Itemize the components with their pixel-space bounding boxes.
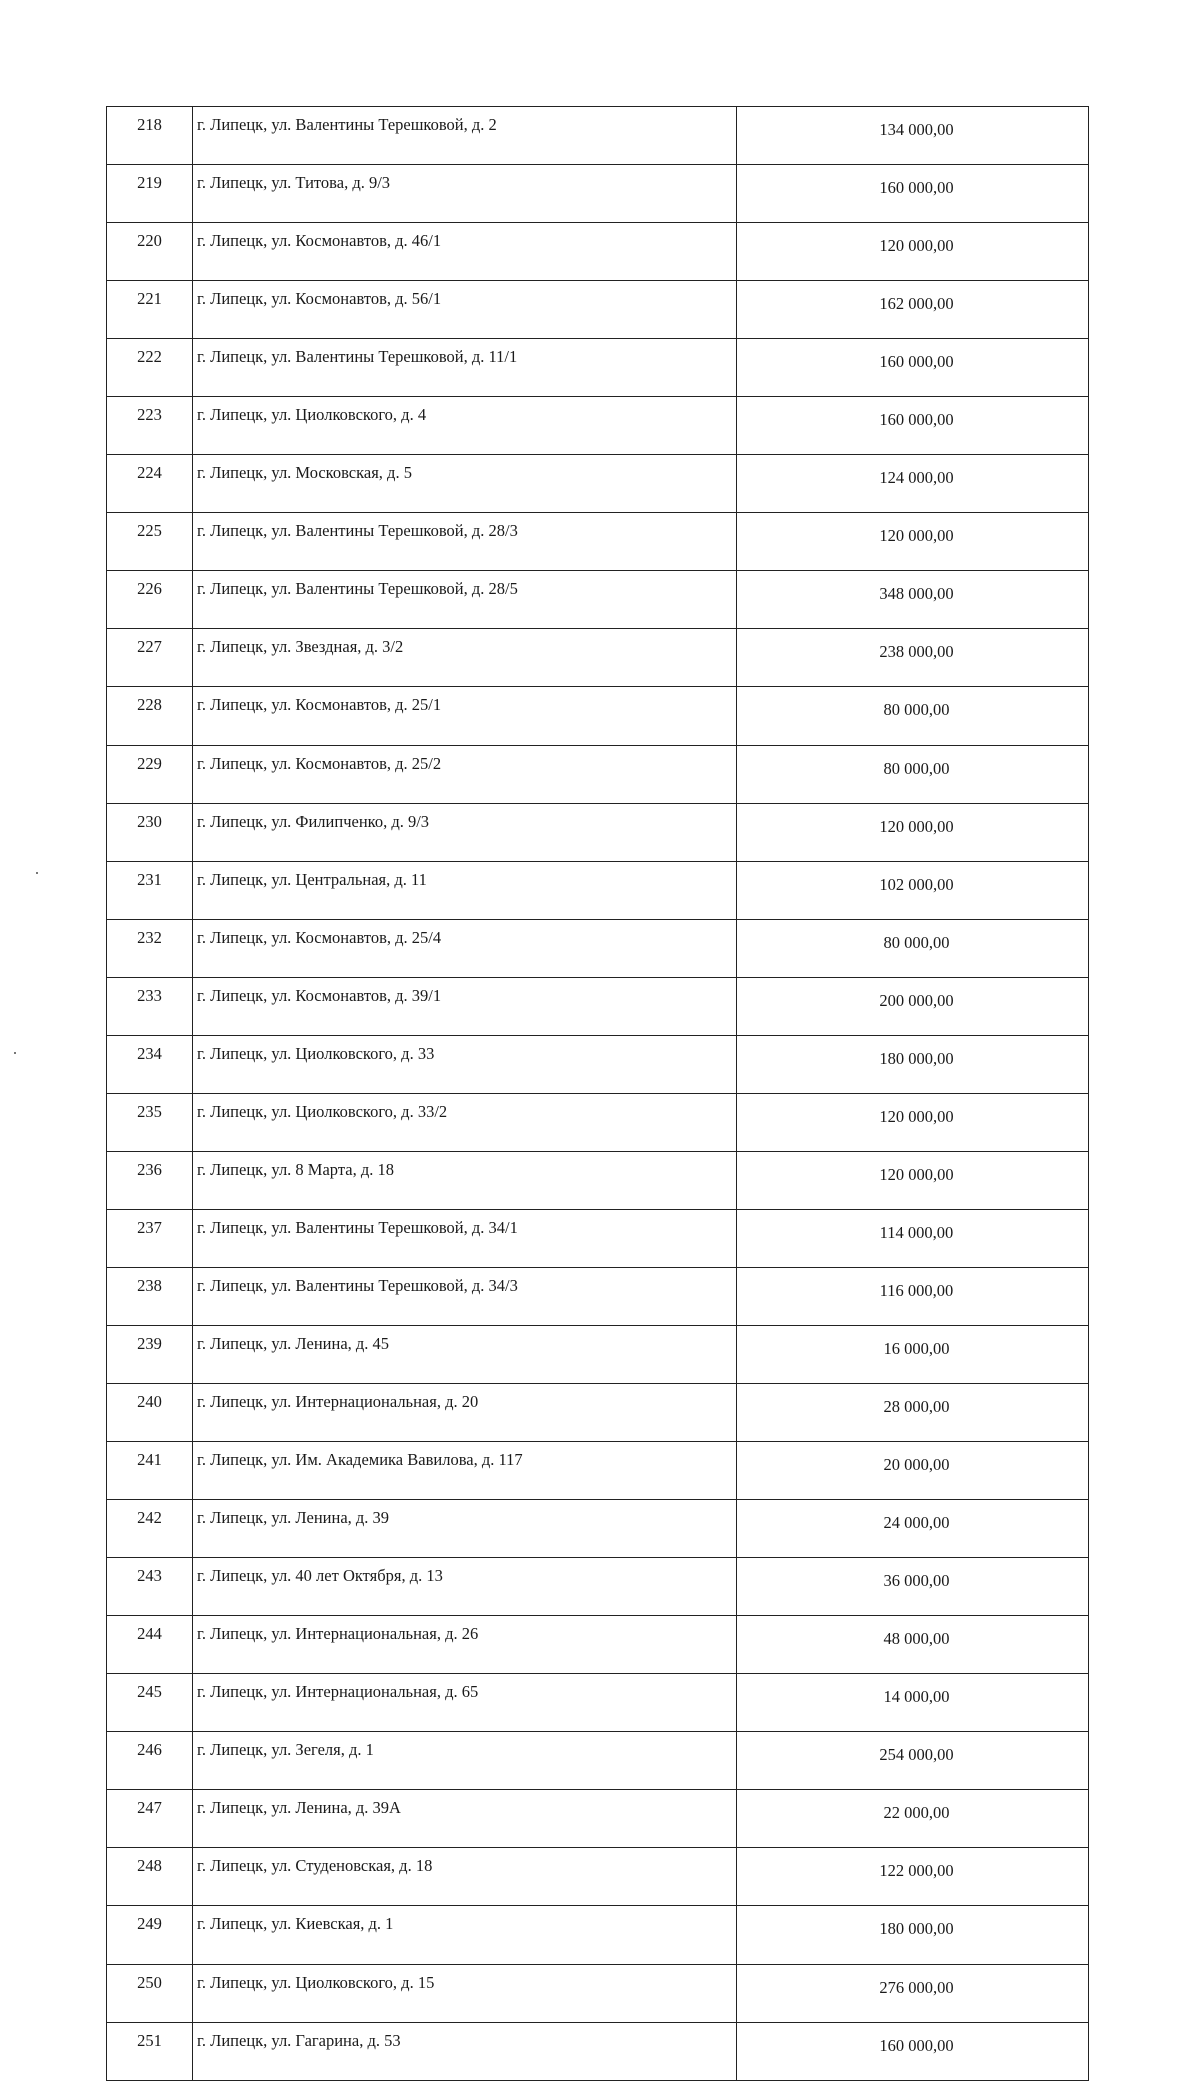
table-row — [107, 513, 1089, 571]
row-address: г. Липецк, ул. Циолковского, д. 15 — [193, 1964, 737, 2022]
row-amount: 160 000,00 — [737, 397, 1089, 455]
table-row — [107, 223, 1089, 281]
row-number: 225 — [107, 513, 193, 571]
table-row — [107, 1848, 1089, 1906]
row-amount: 36 000,00 — [737, 1558, 1089, 1616]
row-amount: 28 000,00 — [737, 1384, 1089, 1442]
row-number: 234 — [107, 1035, 193, 1093]
table-row — [107, 861, 1089, 919]
row-address: г. Липецк, ул. Московская, д. 5 — [193, 455, 737, 513]
row-number: 245 — [107, 1674, 193, 1732]
row-number: 233 — [107, 977, 193, 1035]
row-address: г. Липецк, ул. Циолковского, д. 33/2 — [193, 1093, 737, 1151]
row-amount: 116 000,00 — [737, 1267, 1089, 1325]
table-row — [107, 107, 1089, 165]
row-amount: 16 000,00 — [737, 1325, 1089, 1383]
row-address: г. Липецк, ул. Космонавтов, д. 56/1 — [193, 281, 737, 339]
row-amount: 120 000,00 — [737, 803, 1089, 861]
row-amount: 20 000,00 — [737, 1442, 1089, 1500]
table-row — [107, 1384, 1089, 1442]
row-number: 222 — [107, 339, 193, 397]
row-amount: 238 000,00 — [737, 629, 1089, 687]
row-amount: 160 000,00 — [737, 165, 1089, 223]
table-row — [107, 165, 1089, 223]
row-address: г. Липецк, ул. Циолковского, д. 33 — [193, 1035, 737, 1093]
row-address: г. Липецк, ул. Интернациональная, д. 26 — [193, 1616, 737, 1674]
row-address: г. Липецк, ул. Филипченко, д. 9/3 — [193, 803, 737, 861]
row-amount: 114 000,00 — [737, 1209, 1089, 1267]
row-address: г. Липецк, ул. Космонавтов, д. 25/2 — [193, 745, 737, 803]
row-address: г. Липецк, ул. Космонавтов, д. 46/1 — [193, 223, 737, 281]
row-amount: 120 000,00 — [737, 223, 1089, 281]
row-number: 239 — [107, 1325, 193, 1383]
table-row — [107, 1616, 1089, 1674]
row-address: г. Липецк, ул. 40 лет Октября, д. 13 — [193, 1558, 737, 1616]
row-address: г. Липецк, ул. Ленина, д. 39А — [193, 1790, 737, 1848]
table-row — [107, 803, 1089, 861]
row-number: 230 — [107, 803, 193, 861]
row-number: 231 — [107, 861, 193, 919]
row-amount: 120 000,00 — [737, 1151, 1089, 1209]
table-row — [107, 745, 1089, 803]
table-row — [107, 1558, 1089, 1616]
row-amount: 162 000,00 — [737, 281, 1089, 339]
scan-speck — [14, 1052, 16, 1054]
table-row — [107, 571, 1089, 629]
table-row — [107, 1035, 1089, 1093]
table-row — [107, 339, 1089, 397]
row-number: 224 — [107, 455, 193, 513]
row-number: 242 — [107, 1500, 193, 1558]
row-number: 244 — [107, 1616, 193, 1674]
table-row — [107, 1325, 1089, 1383]
table-row — [107, 1500, 1089, 1558]
row-address: г. Липецк, ул. Ленина, д. 45 — [193, 1325, 737, 1383]
row-address: г. Липецк, ул. Гагарина, д. 53 — [193, 2022, 737, 2080]
row-amount: 14 000,00 — [737, 1674, 1089, 1732]
row-address: г. Липецк, ул. Титова, д. 9/3 — [193, 165, 737, 223]
row-amount: 134 000,00 — [737, 107, 1089, 165]
row-number: 240 — [107, 1384, 193, 1442]
row-amount: 22 000,00 — [737, 1790, 1089, 1848]
row-number: 251 — [107, 2022, 193, 2080]
table-row — [107, 1151, 1089, 1209]
table-row — [107, 977, 1089, 1035]
row-number: 235 — [107, 1093, 193, 1151]
row-address: г. Липецк, ул. Интернациональная, д. 20 — [193, 1384, 737, 1442]
table-body — [107, 107, 1089, 2081]
row-address: г. Липецк, ул. Космонавтов, д. 39/1 — [193, 977, 737, 1035]
row-number: 223 — [107, 397, 193, 455]
row-amount: 160 000,00 — [737, 339, 1089, 397]
row-amount: 200 000,00 — [737, 977, 1089, 1035]
row-amount: 180 000,00 — [737, 1035, 1089, 1093]
row-address: г. Липецк, ул. Валентины Терешковой, д. 34/1 — [193, 1209, 737, 1267]
row-address: г. Липецк, ул. Циолковского, д. 4 — [193, 397, 737, 455]
row-address: г. Липецк, ул. Валентины Терешковой, д. 2 — [193, 107, 737, 165]
row-number: 238 — [107, 1267, 193, 1325]
row-amount: 124 000,00 — [737, 455, 1089, 513]
row-amount: 254 000,00 — [737, 1732, 1089, 1790]
row-address: г. Липецк, ул. Киевская, д. 1 — [193, 1906, 737, 1964]
table-row — [107, 1790, 1089, 1848]
row-number: 226 — [107, 571, 193, 629]
row-address: г. Липецк, ул. Им. Академика Вавилова, д. 117 — [193, 1442, 737, 1500]
row-amount: 80 000,00 — [737, 687, 1089, 745]
row-amount: 276 000,00 — [737, 1964, 1089, 2022]
row-number: 243 — [107, 1558, 193, 1616]
table-row — [107, 281, 1089, 339]
row-address: г. Липецк, ул. Ленина, д. 39 — [193, 1500, 737, 1558]
address-amount-table — [106, 106, 1089, 2081]
row-amount: 122 000,00 — [737, 1848, 1089, 1906]
row-address: г. Липецк, ул. Звездная, д. 3/2 — [193, 629, 737, 687]
table-row — [107, 2022, 1089, 2080]
row-number: 237 — [107, 1209, 193, 1267]
row-address: г. Липецк, ул. Интернациональная, д. 65 — [193, 1674, 737, 1732]
table-row — [107, 919, 1089, 977]
row-number: 236 — [107, 1151, 193, 1209]
row-address: г. Липецк, ул. Валентины Терешковой, д. 34/3 — [193, 1267, 737, 1325]
table-row — [107, 1964, 1089, 2022]
row-amount: 24 000,00 — [737, 1500, 1089, 1558]
row-number: 232 — [107, 919, 193, 977]
row-number: 228 — [107, 687, 193, 745]
row-address: г. Липецк, ул. Зегеля, д. 1 — [193, 1732, 737, 1790]
row-amount: 48 000,00 — [737, 1616, 1089, 1674]
row-address: г. Липецк, ул. Космонавтов, д. 25/4 — [193, 919, 737, 977]
row-number: 250 — [107, 1964, 193, 2022]
row-address: г. Липецк, ул. Центральная, д. 11 — [193, 861, 737, 919]
row-number: 219 — [107, 165, 193, 223]
table-row — [107, 687, 1089, 745]
row-address: г. Липецк, ул. Валентины Терешковой, д. 11/1 — [193, 339, 737, 397]
row-amount: 80 000,00 — [737, 919, 1089, 977]
table-row — [107, 1732, 1089, 1790]
table-row — [107, 397, 1089, 455]
row-number: 249 — [107, 1906, 193, 1964]
row-number: 221 — [107, 281, 193, 339]
row-amount: 180 000,00 — [737, 1906, 1089, 1964]
row-number: 229 — [107, 745, 193, 803]
row-address: г. Липецк, ул. 8 Марта, д. 18 — [193, 1151, 737, 1209]
row-amount: 102 000,00 — [737, 861, 1089, 919]
row-amount: 80 000,00 — [737, 745, 1089, 803]
row-number: 241 — [107, 1442, 193, 1500]
table-row — [107, 629, 1089, 687]
table-row — [107, 1442, 1089, 1500]
row-number: 220 — [107, 223, 193, 281]
row-amount: 348 000,00 — [737, 571, 1089, 629]
table-row — [107, 1906, 1089, 1964]
row-amount: 120 000,00 — [737, 513, 1089, 571]
table-row — [107, 1674, 1089, 1732]
row-number: 246 — [107, 1732, 193, 1790]
scan-speck — [36, 872, 38, 874]
row-number: 227 — [107, 629, 193, 687]
row-amount: 120 000,00 — [737, 1093, 1089, 1151]
row-address: г. Липецк, ул. Студеновская, д. 18 — [193, 1848, 737, 1906]
table-row — [107, 1209, 1089, 1267]
row-number: 247 — [107, 1790, 193, 1848]
row-address: г. Липецк, ул. Космонавтов, д. 25/1 — [193, 687, 737, 745]
table-row — [107, 1093, 1089, 1151]
table-row — [107, 455, 1089, 513]
table-row — [107, 1267, 1089, 1325]
row-address: г. Липецк, ул. Валентины Терешковой, д. 28/5 — [193, 571, 737, 629]
row-amount: 160 000,00 — [737, 2022, 1089, 2080]
row-number: 248 — [107, 1848, 193, 1906]
row-address: г. Липецк, ул. Валентины Терешковой, д. 28/3 — [193, 513, 737, 571]
row-number: 218 — [107, 107, 193, 165]
